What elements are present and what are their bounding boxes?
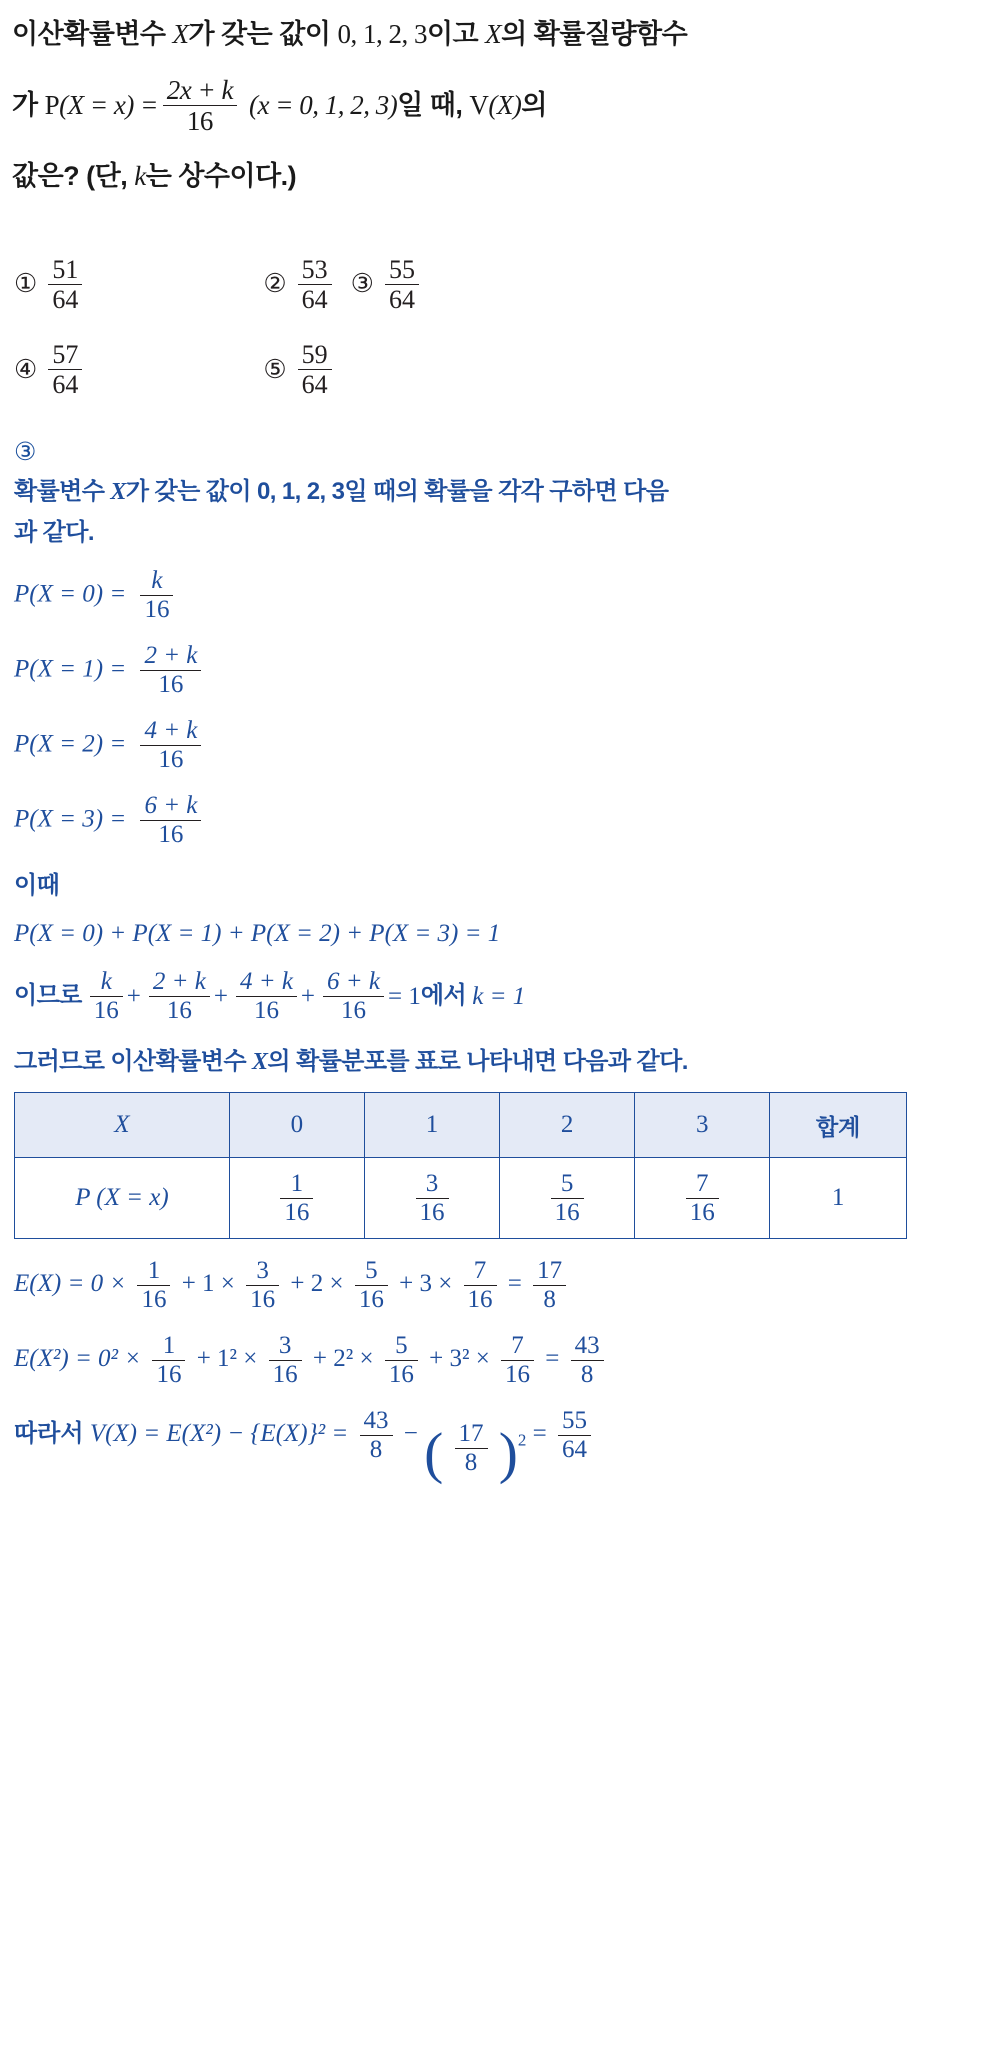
prob-frac-0 xyxy=(140,567,173,624)
prob-value-frac-2 xyxy=(551,1170,584,1227)
prob-frac-0-num: k xyxy=(151,566,163,594)
question-var-x: X xyxy=(172,19,189,49)
question-line-1 xyxy=(12,8,981,61)
table-intro-a: 그러므로 이산확률변수 xyxy=(14,1048,246,1076)
prob-frac-3-num: 6 + k xyxy=(144,791,198,819)
ex-term-0-den: 16 xyxy=(137,1285,170,1314)
prob-value-frac-3 xyxy=(686,1170,719,1227)
question-text-e: 가 xyxy=(12,90,38,121)
solution-body xyxy=(0,473,993,1082)
sum-term-0-den: 16 xyxy=(90,996,123,1025)
vx-term-0-den: 8 xyxy=(360,1435,393,1464)
question-stem xyxy=(0,0,993,203)
prob-value-2-den: 16 xyxy=(551,1198,584,1227)
ex2-term-3 xyxy=(501,1332,534,1389)
prob-frac-3 xyxy=(140,792,201,849)
sum-tail: = 1 xyxy=(388,982,421,1010)
prob-line-3 xyxy=(14,792,979,849)
ex-result xyxy=(533,1257,566,1314)
choice-row-2 xyxy=(14,340,979,399)
ex-term-2-den: 16 xyxy=(355,1285,388,1314)
header-cell-value-3: 3 xyxy=(635,1093,770,1158)
body-cell-sum: 1 xyxy=(770,1158,907,1239)
sum-term-3-den: 16 xyxy=(323,996,384,1025)
pmf-condition: (x = 0, 1, 2, 3) xyxy=(249,90,398,121)
pmf-frac-den: 16 xyxy=(163,105,237,136)
choice-row-1 xyxy=(14,255,979,314)
pmf-fraction xyxy=(163,75,237,136)
header-cell-value-0: 0 xyxy=(229,1093,364,1158)
choice-value-3 xyxy=(385,255,419,314)
prob-value-frac-1 xyxy=(416,1170,449,1227)
ex-result-num: 17 xyxy=(537,1256,563,1284)
question-values: 0, 1, 2, 3 xyxy=(337,19,427,49)
ex2-equals: = xyxy=(545,1345,560,1373)
vx-term-0 xyxy=(360,1407,393,1464)
solution-intro-line-1 xyxy=(14,473,979,512)
ex2-term-2-den: 16 xyxy=(385,1360,418,1389)
ex-term-1-den: 16 xyxy=(246,1285,279,1314)
ex-op-2: + 2 × xyxy=(290,1270,344,1298)
choice-4[interactable] xyxy=(14,340,87,399)
ex2-result xyxy=(571,1332,604,1389)
solution-intro-line-2: 과 같다. xyxy=(14,519,94,547)
question-text-g: 의 xyxy=(521,90,547,121)
ex-term-3-den: 16 xyxy=(464,1285,497,1314)
solution-intro-a: 확률변수 xyxy=(14,478,105,506)
ex-term-2 xyxy=(355,1257,388,1314)
vx-term-0-num: 43 xyxy=(363,1406,389,1434)
prob-value-2-num: 5 xyxy=(560,1169,574,1197)
prob-frac-1-den: 16 xyxy=(140,670,201,699)
ex2-result-den: 8 xyxy=(571,1360,604,1389)
prob-symbol: P xyxy=(44,90,60,121)
pmf-arg: (X = x) = xyxy=(59,90,158,121)
ex2-op-3: + 3² × xyxy=(429,1345,490,1373)
prob-lhs-1: P(X = 1) = xyxy=(14,655,127,683)
sum-term-2-num: 4 + k xyxy=(239,968,293,996)
prob-frac-3-den: 16 xyxy=(140,820,201,849)
vx-equals: = xyxy=(532,1420,547,1448)
vx-result-den: 64 xyxy=(558,1435,591,1464)
question-line-3 xyxy=(12,150,981,203)
right-paren: ) xyxy=(498,1422,518,1486)
answer-choices xyxy=(0,255,993,399)
ex-op-3: + 3 × xyxy=(399,1270,453,1298)
sum-term-1-den: 16 xyxy=(149,996,210,1025)
prob-value-3-num: 7 xyxy=(696,1169,709,1197)
expected-value-line xyxy=(14,1251,979,1316)
ex2-term-3-num: 7 xyxy=(511,1331,524,1359)
ex-term-1-num: 3 xyxy=(256,1256,269,1284)
choice-marker-2: ② xyxy=(263,269,287,299)
solution-intro-b: 가 갖는 값이 0, 1, 2, 3일 때의 확률을 각각 구하면 다음 xyxy=(125,478,669,506)
question-text-f: 일 때, xyxy=(397,90,463,121)
ex2-term-3-den: 16 xyxy=(501,1360,534,1389)
ex-equals: = xyxy=(507,1270,522,1298)
ex2-term-1-num: 3 xyxy=(278,1331,292,1359)
body-cell-prob-1 xyxy=(364,1158,499,1239)
prob-frac-1 xyxy=(140,642,201,699)
table-row xyxy=(15,1158,907,1239)
solution-intro-var: X xyxy=(110,479,126,506)
choice-marker-5: ⑤ xyxy=(263,354,287,384)
vx-result-num: 55 xyxy=(562,1406,588,1434)
prob-line-1 xyxy=(14,642,979,699)
body-cell-prob-0 xyxy=(229,1158,364,1239)
question-text-i: 는 상수이다.) xyxy=(145,161,297,192)
prob-line-0 xyxy=(14,567,979,624)
prob-frac-2-den: 16 xyxy=(140,745,201,774)
choice-2[interactable] xyxy=(263,255,336,314)
ex2-lhs: E(X²) = 0² × xyxy=(14,1345,142,1373)
left-paren: ( xyxy=(424,1422,444,1486)
question-text-b: 가 갖는 값이 xyxy=(188,19,331,49)
solution-sum-line xyxy=(14,968,979,1025)
ex2-term-0-num: 1 xyxy=(162,1331,176,1359)
answer-key: ③ xyxy=(14,439,37,467)
distribution-table-wrapper xyxy=(0,1092,993,1239)
plus-2: + xyxy=(213,982,228,1010)
choice-value-5 xyxy=(298,340,332,399)
choice-1[interactable] xyxy=(14,255,87,314)
choice-1-num: 51 xyxy=(52,254,79,284)
choice-2-den: 64 xyxy=(298,284,332,314)
variance-symbol: V xyxy=(469,90,489,121)
sum-term-3-num: 6 + k xyxy=(327,968,380,996)
choice-2-num: 53 xyxy=(301,254,328,284)
table-intro-var: X xyxy=(252,1049,268,1076)
table-header-row xyxy=(15,1093,907,1158)
choice-marker-3: ③ xyxy=(350,269,374,299)
prob-frac-2-num: 4 + k xyxy=(144,716,198,744)
table-intro-b: 의 확률분포를 표로 나타내면 다음과 같다. xyxy=(267,1048,688,1076)
vx-result xyxy=(558,1407,591,1464)
ex2-result-num: 43 xyxy=(574,1331,600,1359)
vx-paren-group xyxy=(424,1415,527,1486)
calculation-block xyxy=(0,1251,993,1486)
prob-value-1-num: 3 xyxy=(425,1169,439,1197)
question-const-k: k xyxy=(134,161,146,192)
choice-4-den: 64 xyxy=(48,369,82,399)
choice-5-num: 59 xyxy=(301,339,328,369)
body-cell-prob-3 xyxy=(635,1158,770,1239)
plus-1: + xyxy=(126,982,141,1010)
solution-table-intro xyxy=(14,1043,979,1082)
choice-marker-4: ④ xyxy=(14,354,38,384)
vx-power: 2 xyxy=(517,1430,527,1450)
choice-3-num: 55 xyxy=(388,254,415,284)
ex-lhs: E(X) = 0 × xyxy=(14,1270,127,1298)
sum-term-1-num: 2 + k xyxy=(152,968,206,996)
ex-term-0 xyxy=(137,1257,170,1314)
ex2-term-1-den: 16 xyxy=(269,1360,302,1389)
prob-value-frac-0 xyxy=(280,1170,313,1227)
plus-3: + xyxy=(300,982,316,1010)
choice-5-den: 64 xyxy=(298,369,332,399)
sum-term-1 xyxy=(149,968,210,1025)
question-text-a: 이산확률변수 xyxy=(12,19,166,49)
prob-value-0-den: 16 xyxy=(280,1198,313,1227)
ex-term-1 xyxy=(246,1257,279,1314)
header-cell-value-2: 2 xyxy=(500,1093,635,1158)
ex2-term-2-num: 5 xyxy=(395,1331,408,1359)
choice-value-1 xyxy=(48,255,82,314)
prob-frac-2 xyxy=(140,717,201,774)
header-cell-variable: X xyxy=(15,1093,230,1158)
solution-eseo: 에서 xyxy=(420,982,467,1010)
header-cell-sum: 합계 xyxy=(770,1093,907,1158)
prob-lhs-0: P(X = 0) = xyxy=(14,580,127,608)
ex-term-2-num: 5 xyxy=(365,1256,378,1284)
solution-ittae: 이때 xyxy=(14,871,60,899)
question-var-x2: X xyxy=(485,19,502,49)
prob-lhs-2: P(X = 2) = xyxy=(14,730,127,758)
choice-marker-1: ① xyxy=(14,269,38,299)
vx-prefix: 따라서 xyxy=(14,1420,84,1448)
variance-line xyxy=(14,1401,979,1486)
distribution-table xyxy=(14,1092,907,1239)
ex2-term-1 xyxy=(269,1332,302,1389)
prob-line-2 xyxy=(14,717,979,774)
variance-arg: (X) xyxy=(488,90,522,121)
choice-1-den: 64 xyxy=(48,284,82,314)
question-text-c: 이고 xyxy=(426,19,479,49)
prob-value-3-den: 16 xyxy=(686,1198,719,1227)
ex-result-den: 8 xyxy=(533,1285,566,1314)
vx-inner-num: 17 xyxy=(458,1420,484,1448)
solution-k-value: k = 1 xyxy=(472,982,526,1010)
ex2-op-2: + 2² × xyxy=(312,1345,374,1373)
vx-minus: − xyxy=(403,1420,418,1448)
ex2-term-0-den: 16 xyxy=(152,1360,185,1389)
question-text-h: 값은? (단, xyxy=(12,161,128,192)
ex-term-0-num: 1 xyxy=(147,1256,161,1284)
choice-4-num: 57 xyxy=(52,339,79,369)
choice-3-den: 64 xyxy=(385,284,419,314)
choice-5[interactable] xyxy=(263,340,336,399)
sum-term-2-den: 16 xyxy=(236,996,297,1025)
pmf-frac-num: 2x + k xyxy=(166,74,233,105)
choice-3[interactable] xyxy=(351,255,424,314)
solution-imuro: 이므로 xyxy=(14,982,82,1010)
sum-term-3 xyxy=(323,968,384,1025)
sum-term-2 xyxy=(236,968,297,1025)
prob-frac-0-den: 16 xyxy=(140,595,173,624)
vx-inner-frac xyxy=(455,1420,488,1477)
question-text-d: 의 확률질량함수 xyxy=(501,19,688,49)
header-cell-value-1: 1 xyxy=(364,1093,499,1158)
body-cell-prob-label: P (X = x) xyxy=(15,1158,230,1239)
choice-value-4 xyxy=(48,340,82,399)
ex2-term-0 xyxy=(152,1332,185,1389)
sum-term-0-num: k xyxy=(100,968,112,996)
prob-lhs-3: P(X = 3) = xyxy=(14,805,127,833)
prob-value-1-den: 16 xyxy=(416,1198,449,1227)
prob-value-0-num: 1 xyxy=(290,1169,304,1197)
solution-sum-equation: P(X = 0) + P(X = 1) + P(X = 2) + P(X = 3) = 1 xyxy=(14,919,501,947)
question-line-2 xyxy=(12,75,981,136)
ex-op-1: + 1 × xyxy=(181,1270,235,1298)
ex2-term-2 xyxy=(385,1332,418,1389)
ex-term-3-num: 7 xyxy=(473,1256,487,1284)
ex-term-3 xyxy=(464,1257,497,1314)
prob-frac-1-num: 2 + k xyxy=(144,641,198,669)
body-cell-prob-2 xyxy=(500,1158,635,1239)
sum-term-0 xyxy=(90,968,123,1025)
ex2-op-1: + 1² × xyxy=(196,1345,258,1373)
vx-lhs: V(X) = E(X²) − {E(X)}² = xyxy=(89,1420,349,1448)
expected-square-line xyxy=(14,1326,979,1391)
choice-value-2 xyxy=(298,255,332,314)
vx-inner-den: 8 xyxy=(455,1448,488,1477)
